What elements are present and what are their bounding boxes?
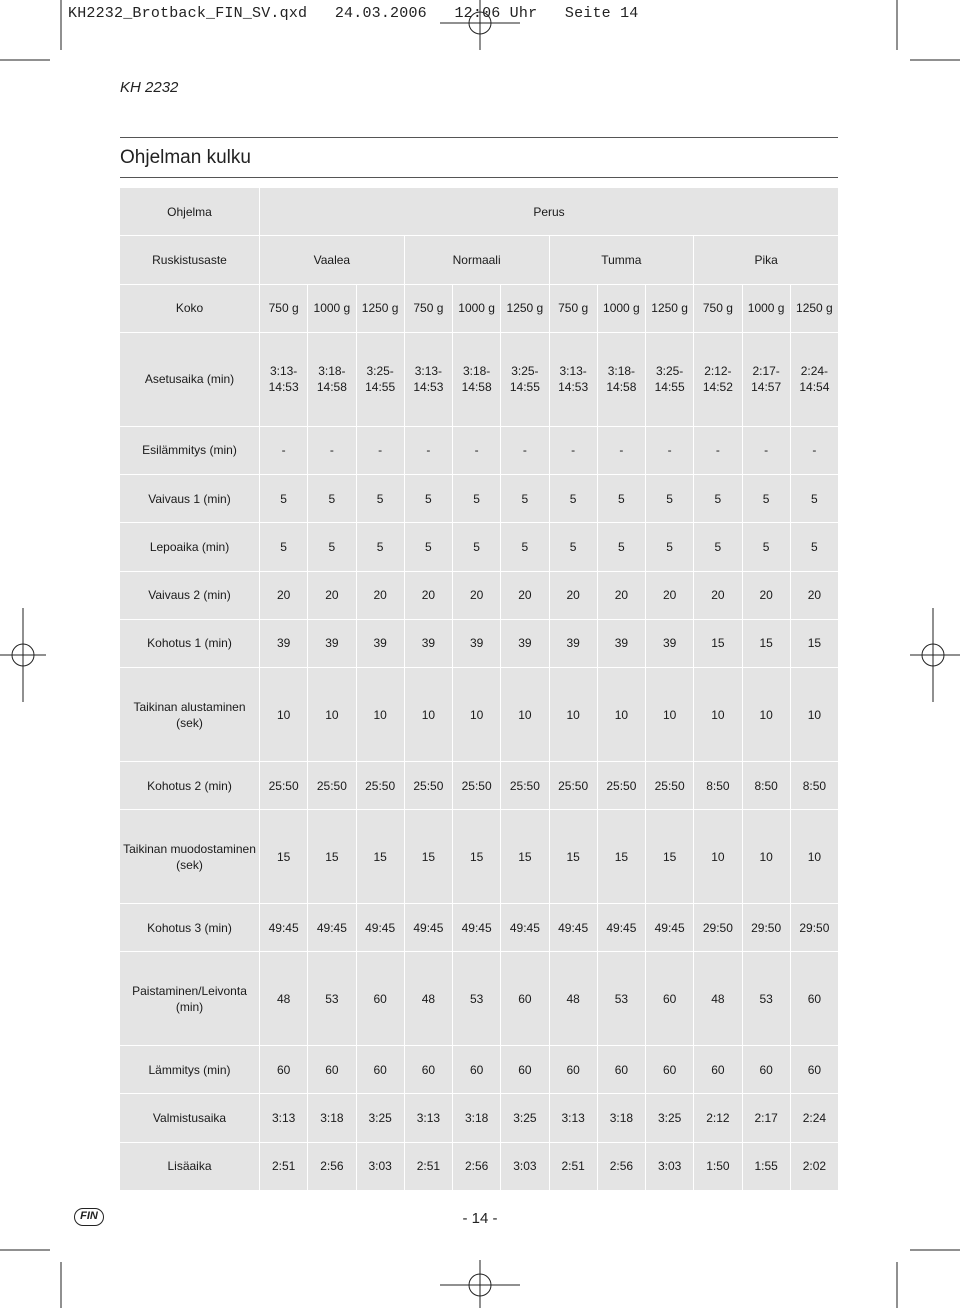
table-cell: 60 xyxy=(646,1045,694,1093)
table-cell: 60 xyxy=(404,1045,452,1093)
table-cell: 1:55 xyxy=(742,1142,790,1190)
row-label: Vaivaus 1 (min) xyxy=(120,474,260,522)
table-cell: 20 xyxy=(404,571,452,619)
table-cell: 1250 g xyxy=(356,284,404,332)
table-cell: 5 xyxy=(501,474,549,522)
table-cell: 2:17- 14:57 xyxy=(742,332,790,426)
model-number: KH 2232 xyxy=(120,79,179,96)
table-cell: 20 xyxy=(790,571,838,619)
table-cell: 25:50 xyxy=(501,761,549,809)
table-cell: - xyxy=(308,426,356,474)
table-cell: 60 xyxy=(597,1045,645,1093)
table-row xyxy=(120,810,839,904)
table-cell: 25:50 xyxy=(549,761,597,809)
table-cell: 29:50 xyxy=(742,903,790,951)
program-value: Perus xyxy=(260,188,839,236)
table-cell: 20 xyxy=(501,571,549,619)
table-cell: 60 xyxy=(308,1045,356,1093)
row-label: Lämmitys (min) xyxy=(120,1045,260,1093)
table-cell: 60 xyxy=(501,952,549,1046)
divider-title xyxy=(120,177,838,178)
table-row-program xyxy=(120,188,839,236)
table-cell: 60 xyxy=(501,1045,549,1093)
table-cell: - xyxy=(646,426,694,474)
row-label: Asetusaika (min) xyxy=(120,332,260,426)
table-row-browning xyxy=(120,236,839,284)
table-cell: 10 xyxy=(790,668,838,762)
table-cell: - xyxy=(549,426,597,474)
table-row xyxy=(120,284,839,332)
table-cell: 5 xyxy=(453,523,501,571)
table-cell: 25:50 xyxy=(356,761,404,809)
row-label: Valmistusaika xyxy=(120,1094,260,1142)
table-cell: 39 xyxy=(501,619,549,667)
table-cell: 10 xyxy=(742,668,790,762)
table-cell: 60 xyxy=(549,1045,597,1093)
table-cell: 2:24- 14:54 xyxy=(790,332,838,426)
table-cell: 1250 g xyxy=(646,284,694,332)
row-label: Kohotus 2 (min) xyxy=(120,761,260,809)
table-cell: 8:50 xyxy=(790,761,838,809)
table-row xyxy=(120,523,839,571)
table-cell: - xyxy=(790,426,838,474)
table-cell: 60 xyxy=(790,1045,838,1093)
table-cell: 1000 g xyxy=(597,284,645,332)
table-cell: 25:50 xyxy=(308,761,356,809)
table-cell: 49:45 xyxy=(501,903,549,951)
table-cell: 2:17 xyxy=(742,1094,790,1142)
table-cell: 5 xyxy=(742,523,790,571)
table-cell: 5 xyxy=(790,474,838,522)
table-cell: 29:50 xyxy=(694,903,742,951)
row-label: Kohotus 1 (min) xyxy=(120,619,260,667)
table-cell: 49:45 xyxy=(356,903,404,951)
table-cell: - xyxy=(260,426,308,474)
table-cell: 5 xyxy=(549,523,597,571)
table-cell: 1000 g xyxy=(453,284,501,332)
table-cell: 2:24 xyxy=(790,1094,838,1142)
table-cell: 2:51 xyxy=(260,1142,308,1190)
row-label: Taikinan alustaminen (sek) xyxy=(120,668,260,762)
table-cell: 15 xyxy=(453,810,501,904)
table-cell: 25:50 xyxy=(646,761,694,809)
browning-label: Ruskistusaste xyxy=(120,236,260,284)
table-cell: 20 xyxy=(597,571,645,619)
table-cell: 750 g xyxy=(694,284,742,332)
table-cell: 5 xyxy=(742,474,790,522)
table-cell: 5 xyxy=(404,523,452,571)
table-cell: 2:56 xyxy=(453,1142,501,1190)
row-label: Lepoaika (min) xyxy=(120,523,260,571)
row-label: Esilämmitys (min) xyxy=(120,426,260,474)
table-cell: 5 xyxy=(646,523,694,571)
table-cell: 10 xyxy=(790,810,838,904)
table-row xyxy=(120,474,839,522)
table-row xyxy=(120,332,839,426)
table-cell: 15 xyxy=(356,810,404,904)
table-cell: 3:13- 14:53 xyxy=(404,332,452,426)
table-cell: 49:45 xyxy=(453,903,501,951)
browning-quick: Pika xyxy=(694,236,839,284)
table-cell: 10 xyxy=(356,668,404,762)
table-cell: 5 xyxy=(597,523,645,571)
table-cell: 3:18- 14:58 xyxy=(453,332,501,426)
table-cell: 25:50 xyxy=(404,761,452,809)
table-cell: 39 xyxy=(597,619,645,667)
section-title: Ohjelman kulku xyxy=(120,147,251,168)
table-cell: 3:25- 14:55 xyxy=(356,332,404,426)
table-cell: 1250 g xyxy=(790,284,838,332)
table-cell: - xyxy=(694,426,742,474)
table-cell: 60 xyxy=(790,952,838,1046)
table-cell: 49:45 xyxy=(646,903,694,951)
table-cell: 20 xyxy=(694,571,742,619)
row-label: Taikinan muodostaminen (sek) xyxy=(120,810,260,904)
page-number: - 14 - xyxy=(462,1210,498,1227)
table-cell: 15 xyxy=(308,810,356,904)
table-cell: 49:45 xyxy=(260,903,308,951)
table-cell: 2:51 xyxy=(549,1142,597,1190)
table-cell: 10 xyxy=(742,810,790,904)
table-cell: 8:50 xyxy=(742,761,790,809)
table-row xyxy=(120,1094,839,1142)
table-cell: 5 xyxy=(694,474,742,522)
table-cell: 10 xyxy=(549,668,597,762)
table-cell: 10 xyxy=(646,668,694,762)
table-cell: 60 xyxy=(356,1045,404,1093)
table-cell: 48 xyxy=(694,952,742,1046)
table-cell: 3:13- 14:53 xyxy=(549,332,597,426)
table-cell: 15 xyxy=(790,619,838,667)
table-cell: 10 xyxy=(694,810,742,904)
program-table xyxy=(119,187,839,1191)
table-cell: - xyxy=(404,426,452,474)
table-cell: 10 xyxy=(501,668,549,762)
table-cell: 15 xyxy=(694,619,742,667)
table-cell: 15 xyxy=(260,810,308,904)
table-cell: 3:25 xyxy=(646,1094,694,1142)
browning-dark: Tumma xyxy=(549,236,694,284)
table-row xyxy=(120,668,839,762)
table-cell: 60 xyxy=(260,1045,308,1093)
table-cell: 10 xyxy=(260,668,308,762)
table-cell: 25:50 xyxy=(260,761,308,809)
table-cell: 5 xyxy=(260,474,308,522)
row-label: Koko xyxy=(120,284,260,332)
table-cell: 53 xyxy=(597,952,645,1046)
table-cell: 3:18 xyxy=(597,1094,645,1142)
table-cell: 3:25- 14:55 xyxy=(646,332,694,426)
table-cell: 3:03 xyxy=(646,1142,694,1190)
table-cell: 20 xyxy=(453,571,501,619)
table-cell: 3:25 xyxy=(501,1094,549,1142)
table-cell: 1:50 xyxy=(694,1142,742,1190)
table-cell: 3:18 xyxy=(453,1094,501,1142)
table-cell: 39 xyxy=(404,619,452,667)
table-cell: 3:03 xyxy=(356,1142,404,1190)
table-cell: 53 xyxy=(308,952,356,1046)
table-cell: 3:18- 14:58 xyxy=(597,332,645,426)
table-cell: 20 xyxy=(646,571,694,619)
table-cell: 3:25- 14:55 xyxy=(501,332,549,426)
table-cell: 2:56 xyxy=(308,1142,356,1190)
table-row xyxy=(120,903,839,951)
row-label: Paistaminen/Leivonta (min) xyxy=(120,952,260,1046)
table-cell: 49:45 xyxy=(308,903,356,951)
table-cell: 3:03 xyxy=(501,1142,549,1190)
table-cell: 5 xyxy=(549,474,597,522)
print-slug: KH2232_Brotback_FIN_SV.qxd 24.03.2006 12:06 Uhr Seite 14 xyxy=(68,5,639,22)
table-cell: - xyxy=(597,426,645,474)
table-cell: 60 xyxy=(742,1045,790,1093)
table-row xyxy=(120,619,839,667)
table-cell: 3:13 xyxy=(549,1094,597,1142)
table-cell: 3:13 xyxy=(260,1094,308,1142)
table-cell: 15 xyxy=(404,810,452,904)
table-cell: 10 xyxy=(453,668,501,762)
table-cell: 3:25 xyxy=(356,1094,404,1142)
table-cell: 49:45 xyxy=(549,903,597,951)
table-cell: 1000 g xyxy=(308,284,356,332)
table-cell: 5 xyxy=(790,523,838,571)
table-cell: 10 xyxy=(694,668,742,762)
table-cell: 20 xyxy=(308,571,356,619)
table-cell: 53 xyxy=(742,952,790,1046)
table-row xyxy=(120,426,839,474)
table-cell: 20 xyxy=(356,571,404,619)
table-cell: 750 g xyxy=(549,284,597,332)
table-row xyxy=(120,761,839,809)
table-cell: 2:56 xyxy=(597,1142,645,1190)
table-cell: 5 xyxy=(356,523,404,571)
table-cell: 60 xyxy=(694,1045,742,1093)
table-cell: 39 xyxy=(260,619,308,667)
table-cell: 3:13 xyxy=(404,1094,452,1142)
browning-normal: Normaali xyxy=(404,236,549,284)
table-cell: 20 xyxy=(549,571,597,619)
table-cell: 48 xyxy=(260,952,308,1046)
table-cell: 15 xyxy=(501,810,549,904)
table-cell: 1250 g xyxy=(501,284,549,332)
table-cell: 5 xyxy=(308,474,356,522)
table-cell: 39 xyxy=(308,619,356,667)
table-cell: 10 xyxy=(308,668,356,762)
table-cell: 2:02 xyxy=(790,1142,838,1190)
table-cell: 3:13- 14:53 xyxy=(260,332,308,426)
table-row xyxy=(120,1045,839,1093)
table-cell: 48 xyxy=(549,952,597,1046)
table-cell: 5 xyxy=(597,474,645,522)
table-cell: 3:18- 14:58 xyxy=(308,332,356,426)
table-cell: 10 xyxy=(404,668,452,762)
table-cell: 53 xyxy=(453,952,501,1046)
table-cell: 8:50 xyxy=(694,761,742,809)
table-cell: 25:50 xyxy=(453,761,501,809)
table-cell: - xyxy=(356,426,404,474)
table-cell: - xyxy=(742,426,790,474)
table-cell: 3:18 xyxy=(308,1094,356,1142)
table-row xyxy=(120,1142,839,1190)
table-cell: 5 xyxy=(646,474,694,522)
table-cell: 750 g xyxy=(260,284,308,332)
table-cell: 20 xyxy=(742,571,790,619)
table-cell: 5 xyxy=(453,474,501,522)
table-cell: 5 xyxy=(356,474,404,522)
table-cell: 29:50 xyxy=(790,903,838,951)
table-cell: 5 xyxy=(308,523,356,571)
language-badge: FIN xyxy=(74,1208,104,1226)
table-cell: 5 xyxy=(404,474,452,522)
table-cell: 5 xyxy=(694,523,742,571)
table-cell: 2:12- 14:52 xyxy=(694,332,742,426)
table-cell: 39 xyxy=(453,619,501,667)
table-cell: 5 xyxy=(501,523,549,571)
table-row xyxy=(120,571,839,619)
table-cell: 1000 g xyxy=(742,284,790,332)
table-cell: 48 xyxy=(404,952,452,1046)
row-label: Vaivaus 2 (min) xyxy=(120,571,260,619)
program-label: Ohjelma xyxy=(120,188,260,236)
table-cell: 15 xyxy=(742,619,790,667)
table-cell: 15 xyxy=(597,810,645,904)
divider-top xyxy=(120,137,838,138)
table-cell: 15 xyxy=(646,810,694,904)
table-cell: 60 xyxy=(356,952,404,1046)
table-cell: 10 xyxy=(597,668,645,762)
table-cell: 39 xyxy=(646,619,694,667)
table-cell: 60 xyxy=(646,952,694,1046)
table-cell: 39 xyxy=(356,619,404,667)
table-cell: 15 xyxy=(549,810,597,904)
table-cell: 2:51 xyxy=(404,1142,452,1190)
table-cell: 750 g xyxy=(404,284,452,332)
row-label: Lisäaika xyxy=(120,1142,260,1190)
table-cell: 25:50 xyxy=(597,761,645,809)
table-cell: 49:45 xyxy=(404,903,452,951)
table-cell: 60 xyxy=(453,1045,501,1093)
table-cell: - xyxy=(453,426,501,474)
table-row xyxy=(120,952,839,1046)
browning-light: Vaalea xyxy=(260,236,405,284)
row-label: Kohotus 3 (min) xyxy=(120,903,260,951)
table-cell: - xyxy=(501,426,549,474)
table-cell: 39 xyxy=(549,619,597,667)
table-cell: 20 xyxy=(260,571,308,619)
table-cell: 49:45 xyxy=(597,903,645,951)
table-cell: 5 xyxy=(260,523,308,571)
table-cell: 2:12 xyxy=(694,1094,742,1142)
